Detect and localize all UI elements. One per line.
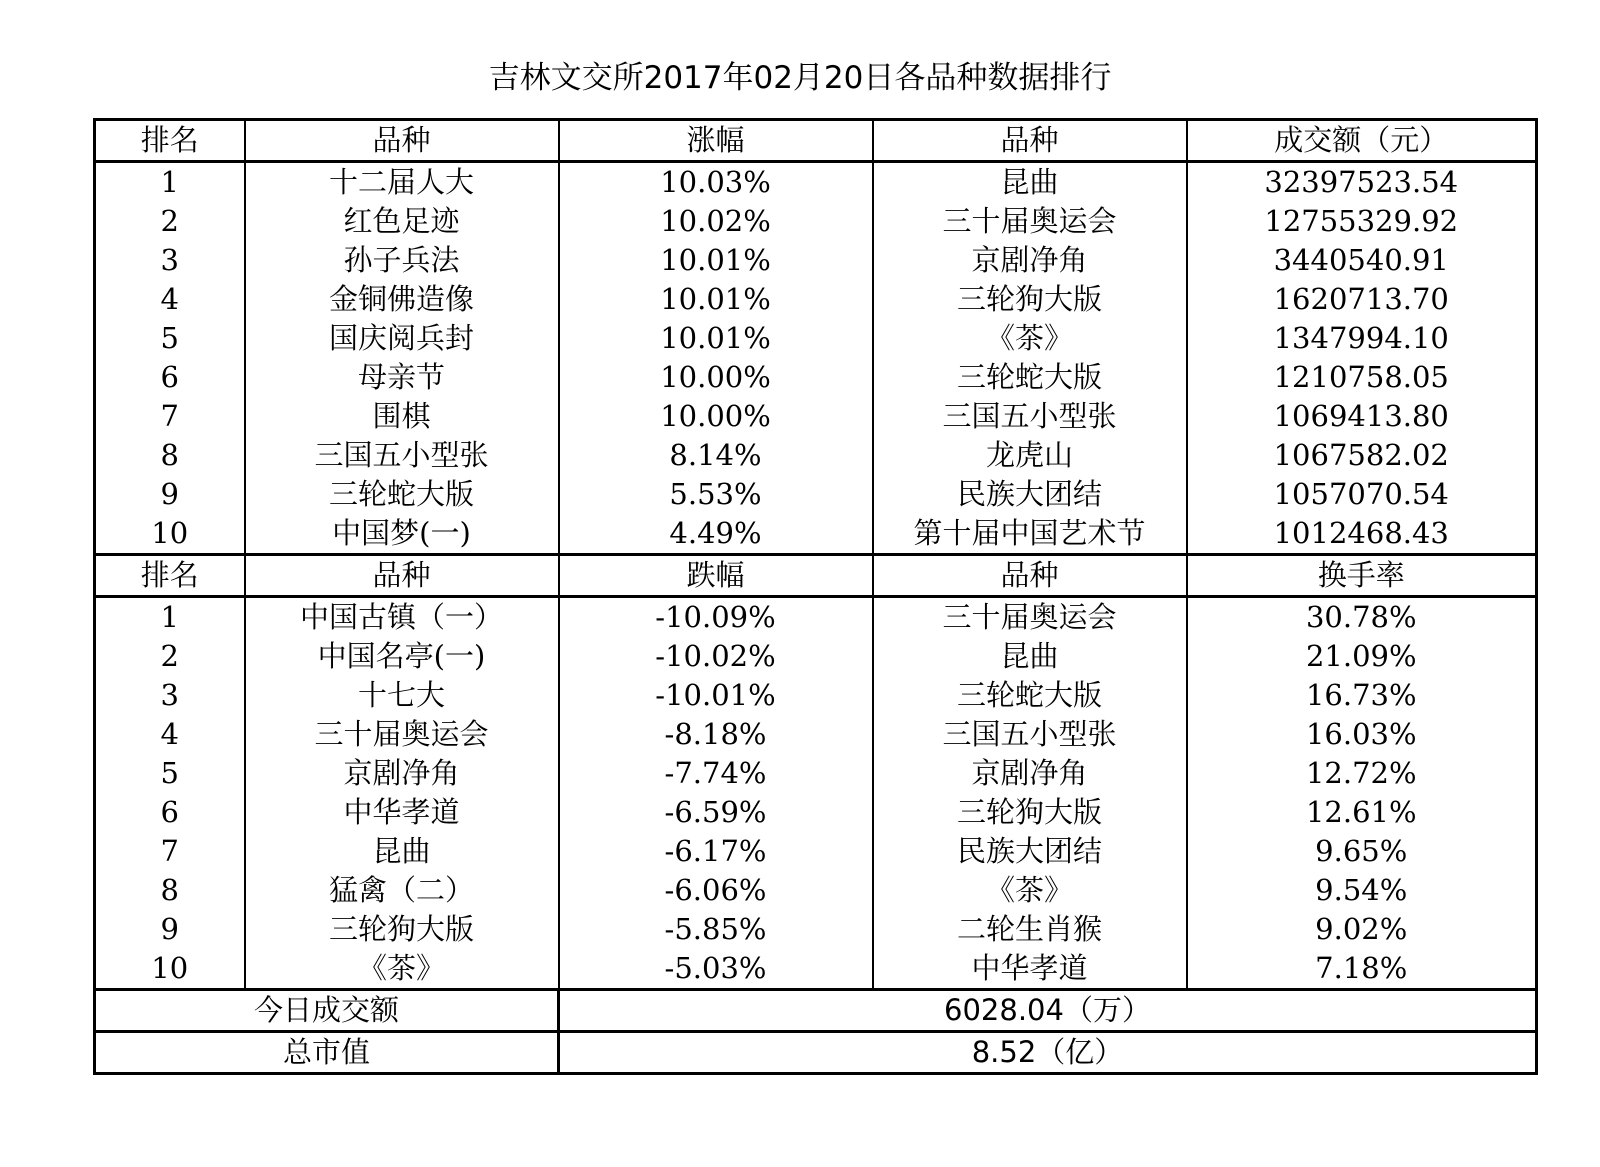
rank-cell: 3: [160, 678, 179, 712]
summary-label: 总市值: [95, 1032, 559, 1074]
value-cell: -10.09%: [559, 597, 873, 638]
variety-cell: 昆曲: [873, 637, 1187, 676]
table-row: [95, 162, 1537, 203]
variety-cell: 猛禽（二）: [245, 871, 559, 910]
value-cell: 30.78%: [1187, 597, 1537, 638]
variety-cell: 三轮狗大版: [873, 280, 1187, 319]
rank-cell: 4: [160, 282, 179, 316]
table-row: [95, 832, 1537, 871]
variety-cell: 第十届中国艺术节: [873, 514, 1187, 555]
variety-cell: 十二届人大: [245, 162, 559, 203]
header-variety: 品种: [873, 555, 1187, 597]
header-rank: 排名: [95, 555, 245, 597]
rank-cell: 2: [160, 639, 179, 673]
summary-value: 6028.04（万）: [559, 990, 1537, 1032]
header-variety: 品种: [245, 120, 559, 162]
table-row: [95, 754, 1537, 793]
value-cell: 12.72%: [1187, 754, 1537, 793]
table-row: [95, 597, 1537, 638]
value-cell: -8.18%: [559, 715, 873, 754]
rank-cell: 6: [160, 795, 179, 829]
value-cell: 8.14%: [559, 436, 873, 475]
value-cell: -6.17%: [559, 832, 873, 871]
rank-cell: 5: [160, 321, 179, 355]
table-row: [95, 793, 1537, 832]
variety-cell: 母亲节: [245, 358, 559, 397]
variety-cell: 围棋: [245, 397, 559, 436]
table-row: [95, 397, 1537, 436]
variety-cell: 三国五小型张: [245, 436, 559, 475]
rank-cell: 6: [160, 360, 179, 394]
variety-cell: 昆曲: [873, 162, 1187, 203]
variety-cell: 二轮生肖猴: [873, 910, 1187, 949]
rank-cell: 8: [160, 873, 179, 907]
value-cell: -10.02%: [559, 637, 873, 676]
value-cell: 12.61%: [1187, 793, 1537, 832]
rank-cell: 5: [160, 756, 179, 790]
variety-cell: 孙子兵法: [245, 241, 559, 280]
variety-cell: 京剧净角: [873, 241, 1187, 280]
variety-cell: 中华孝道: [873, 949, 1187, 990]
value-cell: 3440540.91: [1187, 241, 1537, 280]
table-row: [95, 202, 1537, 241]
value-cell: 1210758.05: [1187, 358, 1537, 397]
value-cell: 1067582.02: [1187, 436, 1537, 475]
rank-cell: 9: [160, 477, 179, 511]
value-cell: -6.06%: [559, 871, 873, 910]
header-turnover-rate: 换手率: [1187, 555, 1537, 597]
variety-cell: 京剧净角: [245, 754, 559, 793]
variety-cell: 三十届奥运会: [873, 202, 1187, 241]
value-cell: 32397523.54: [1187, 162, 1537, 203]
table-row: [95, 241, 1537, 280]
value-cell: -6.59%: [559, 793, 873, 832]
rank-cell: 7: [160, 834, 179, 868]
variety-cell: 中华孝道: [245, 793, 559, 832]
variety-cell: 三轮蛇大版: [873, 676, 1187, 715]
value-cell: 9.02%: [1187, 910, 1537, 949]
summary-row-volume: [95, 990, 1537, 1032]
header-row-losers: [95, 555, 1537, 597]
table-row: [95, 358, 1537, 397]
value-cell: 10.01%: [559, 280, 873, 319]
value-cell: 4.49%: [559, 514, 873, 555]
table-row: [95, 514, 1537, 555]
value-cell: 5.53%: [559, 475, 873, 514]
variety-cell: 《茶》: [873, 871, 1187, 910]
variety-cell: 《茶》: [873, 319, 1187, 358]
value-cell: -5.03%: [559, 949, 873, 990]
variety-cell: 三轮蛇大版: [245, 475, 559, 514]
value-cell: 9.54%: [1187, 871, 1537, 910]
rank-cell: 8: [160, 438, 179, 472]
variety-cell: 三十届奥运会: [245, 715, 559, 754]
value-cell: 1012468.43: [1187, 514, 1537, 555]
header-row-gainers: [95, 120, 1537, 162]
variety-cell: 京剧净角: [873, 754, 1187, 793]
value-cell: 9.65%: [1187, 832, 1537, 871]
rank-cell: 10: [151, 951, 189, 985]
header-rank: 排名: [95, 120, 245, 162]
value-cell: 1347994.10: [1187, 319, 1537, 358]
variety-cell: 国庆阅兵封: [245, 319, 559, 358]
value-cell: 1620713.70: [1187, 280, 1537, 319]
table-row: [95, 475, 1537, 514]
variety-cell: 红色足迹: [245, 202, 559, 241]
table-row: [95, 676, 1537, 715]
value-cell: 1069413.80: [1187, 397, 1537, 436]
value-cell: 12755329.92: [1187, 202, 1537, 241]
value-cell: 10.00%: [559, 358, 873, 397]
page-title: 吉林文交所2017年02月20日各品种数据排行: [488, 60, 1112, 96]
header-variety: 品种: [873, 120, 1187, 162]
variety-cell: 三轮狗大版: [873, 793, 1187, 832]
value-cell: -7.74%: [559, 754, 873, 793]
variety-cell: 三十届奥运会: [873, 597, 1187, 638]
value-cell: 16.73%: [1187, 676, 1537, 715]
variety-cell: 民族大团结: [873, 832, 1187, 871]
table-row: [95, 280, 1537, 319]
value-cell: 10.03%: [559, 162, 873, 203]
variety-cell: 中国梦(一): [245, 514, 559, 555]
rank-cell: 1: [160, 600, 179, 634]
header-turnover-amount: 成交额（元）: [1187, 120, 1537, 162]
variety-cell: 三国五小型张: [873, 397, 1187, 436]
table-row: [95, 319, 1537, 358]
table-row: [95, 871, 1537, 910]
variety-cell: 中国名亭(一): [245, 637, 559, 676]
variety-cell: 中国古镇（一）: [245, 597, 559, 638]
value-cell: 16.03%: [1187, 715, 1537, 754]
variety-cell: 昆曲: [245, 832, 559, 871]
value-cell: 10.01%: [559, 241, 873, 280]
variety-cell: 三轮狗大版: [245, 910, 559, 949]
value-cell: -5.85%: [559, 910, 873, 949]
summary-value: 8.52（亿）: [559, 1032, 1537, 1074]
rank-cell: 10: [151, 516, 189, 550]
header-loss: 跌幅: [559, 555, 873, 597]
rank-cell: 7: [160, 399, 179, 433]
value-cell: 7.18%: [1187, 949, 1537, 990]
table-row: [95, 436, 1537, 475]
value-cell: 10.02%: [559, 202, 873, 241]
variety-cell: 龙虎山: [873, 436, 1187, 475]
table-row: [95, 637, 1537, 676]
value-cell: -10.01%: [559, 676, 873, 715]
ranking-table: [93, 118, 1538, 1075]
header-variety: 品种: [245, 555, 559, 597]
rank-cell: 9: [160, 912, 179, 946]
variety-cell: 十七大: [245, 676, 559, 715]
rank-cell: 3: [160, 243, 179, 277]
variety-cell: 金铜佛造像: [245, 280, 559, 319]
variety-cell: 《茶》: [245, 949, 559, 990]
table-row: [95, 715, 1537, 754]
value-cell: 1057070.54: [1187, 475, 1537, 514]
variety-cell: 三国五小型张: [873, 715, 1187, 754]
rank-cell: 1: [160, 165, 179, 199]
summary-label: 今日成交额: [95, 990, 559, 1032]
variety-cell: 民族大团结: [873, 475, 1187, 514]
value-cell: 10.00%: [559, 397, 873, 436]
header-gain: 涨幅: [559, 120, 873, 162]
rank-cell: 2: [160, 204, 179, 238]
rank-cell: 4: [160, 717, 179, 751]
summary-row-market-cap: [95, 1032, 1537, 1074]
variety-cell: 三轮蛇大版: [873, 358, 1187, 397]
table-row: [95, 949, 1537, 990]
table-row: [95, 910, 1537, 949]
value-cell: 21.09%: [1187, 637, 1537, 676]
value-cell: 10.01%: [559, 319, 873, 358]
